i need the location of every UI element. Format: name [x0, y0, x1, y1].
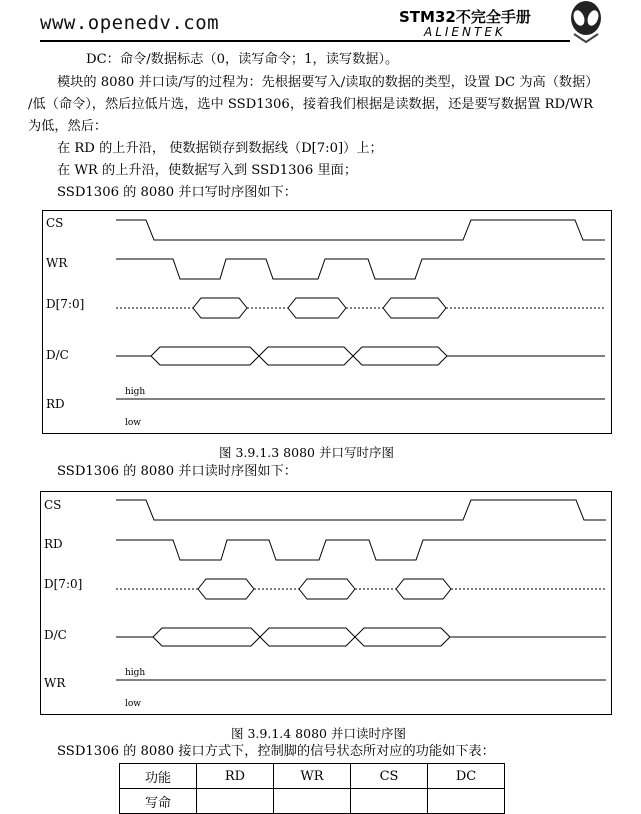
signal-label: D/C: [46, 348, 69, 362]
dc-waveform: [151, 347, 259, 365]
write-waveforms: [43, 211, 611, 433]
d-bus-data: [288, 298, 346, 318]
wr-waveform: [116, 259, 605, 279]
table-cell: [197, 789, 274, 814]
header-rule: [40, 40, 570, 42]
table-header-cell: WR: [274, 764, 351, 789]
read-timing-intro: SSD1306 的 8080 并口读时序图如下：: [57, 464, 297, 479]
wr-edge-description: 在 WR 的上升沿，使数据写入到 SSD1306 里面；: [57, 163, 358, 178]
signal-label: RD: [44, 537, 63, 551]
paragraph-line: /低（命令），然后拉低片选，选中 SSD1306，接着我们根据是读数据，还是要写数据置 RD/WR: [28, 97, 593, 112]
d-bus-data: [198, 579, 254, 599]
low-level-label: low: [125, 418, 142, 428]
write-diagram-caption: 图 3.9.1.3 8080 并口写时序图: [219, 445, 394, 460]
table-header-row: [120, 764, 505, 789]
write-timing-intro: SSD1306 的 8080 并口写时序图如下：: [57, 185, 297, 200]
table-header-cell: CS: [351, 764, 428, 789]
signal-label: WR: [46, 256, 68, 270]
d-bus-data: [383, 298, 446, 318]
signal-label: D[7:0]: [46, 297, 85, 311]
read-diagram-caption: 图 3.9.1.4 8080 并口读时序图: [231, 726, 406, 741]
cs-waveform: [116, 500, 606, 520]
table-cell: 写命: [120, 789, 197, 814]
signal-label: WR: [44, 676, 66, 690]
read-timing-diagram: [40, 491, 612, 715]
table-header-cell: DC: [428, 764, 505, 789]
rd-edge-description: 在 RD 的上升沿， 使数据锁存到数据线（D[7:0]）上；: [57, 141, 383, 156]
brand-name: ALIENTEK: [424, 25, 506, 39]
read-waveforms: [41, 492, 611, 714]
signal-label: CS: [44, 498, 62, 512]
low-level-label: low: [125, 699, 142, 709]
table-cell: [351, 789, 428, 814]
paragraph-line: 模块的 8080 并口读/写的过程为：先根据要写入/读取的数据的类型，设置 DC 为高（数据）: [57, 75, 599, 90]
table-header-cell: RD: [197, 764, 274, 789]
cs-waveform: [116, 220, 605, 240]
rd-waveform: [116, 540, 606, 560]
signal-function-table: [119, 763, 505, 814]
brand-title: STM32不完全手册: [399, 8, 531, 26]
alien-logo-icon: [566, 0, 606, 44]
dc-description: DC：命令/数据标志（0，读写命令；1，读写数据）。: [86, 52, 399, 67]
table-cell: [428, 789, 505, 814]
d-bus-data: [396, 579, 451, 599]
signal-label: D/C: [44, 628, 67, 642]
signal-label: RD: [46, 397, 65, 411]
table-cell: [274, 789, 351, 814]
table-intro: SSD1306 的 8080 接口方式下，控制脚的信号状态所对应的功能如下表：: [57, 744, 495, 759]
site-url: www.openedv.com: [40, 12, 220, 34]
d-bus-data: [193, 298, 247, 318]
table-row: [120, 789, 505, 814]
table-header-cell: 功能: [120, 764, 197, 789]
d-bus-data: [299, 579, 355, 599]
paragraph-line: 为低，然后：: [28, 119, 108, 134]
high-level-label: high: [125, 668, 146, 678]
signal-label: D[7:0]: [44, 577, 83, 591]
signal-label: CS: [46, 216, 64, 230]
high-level-label: high: [125, 387, 146, 397]
dc-waveform: [153, 628, 260, 646]
write-timing-diagram: [42, 210, 612, 434]
